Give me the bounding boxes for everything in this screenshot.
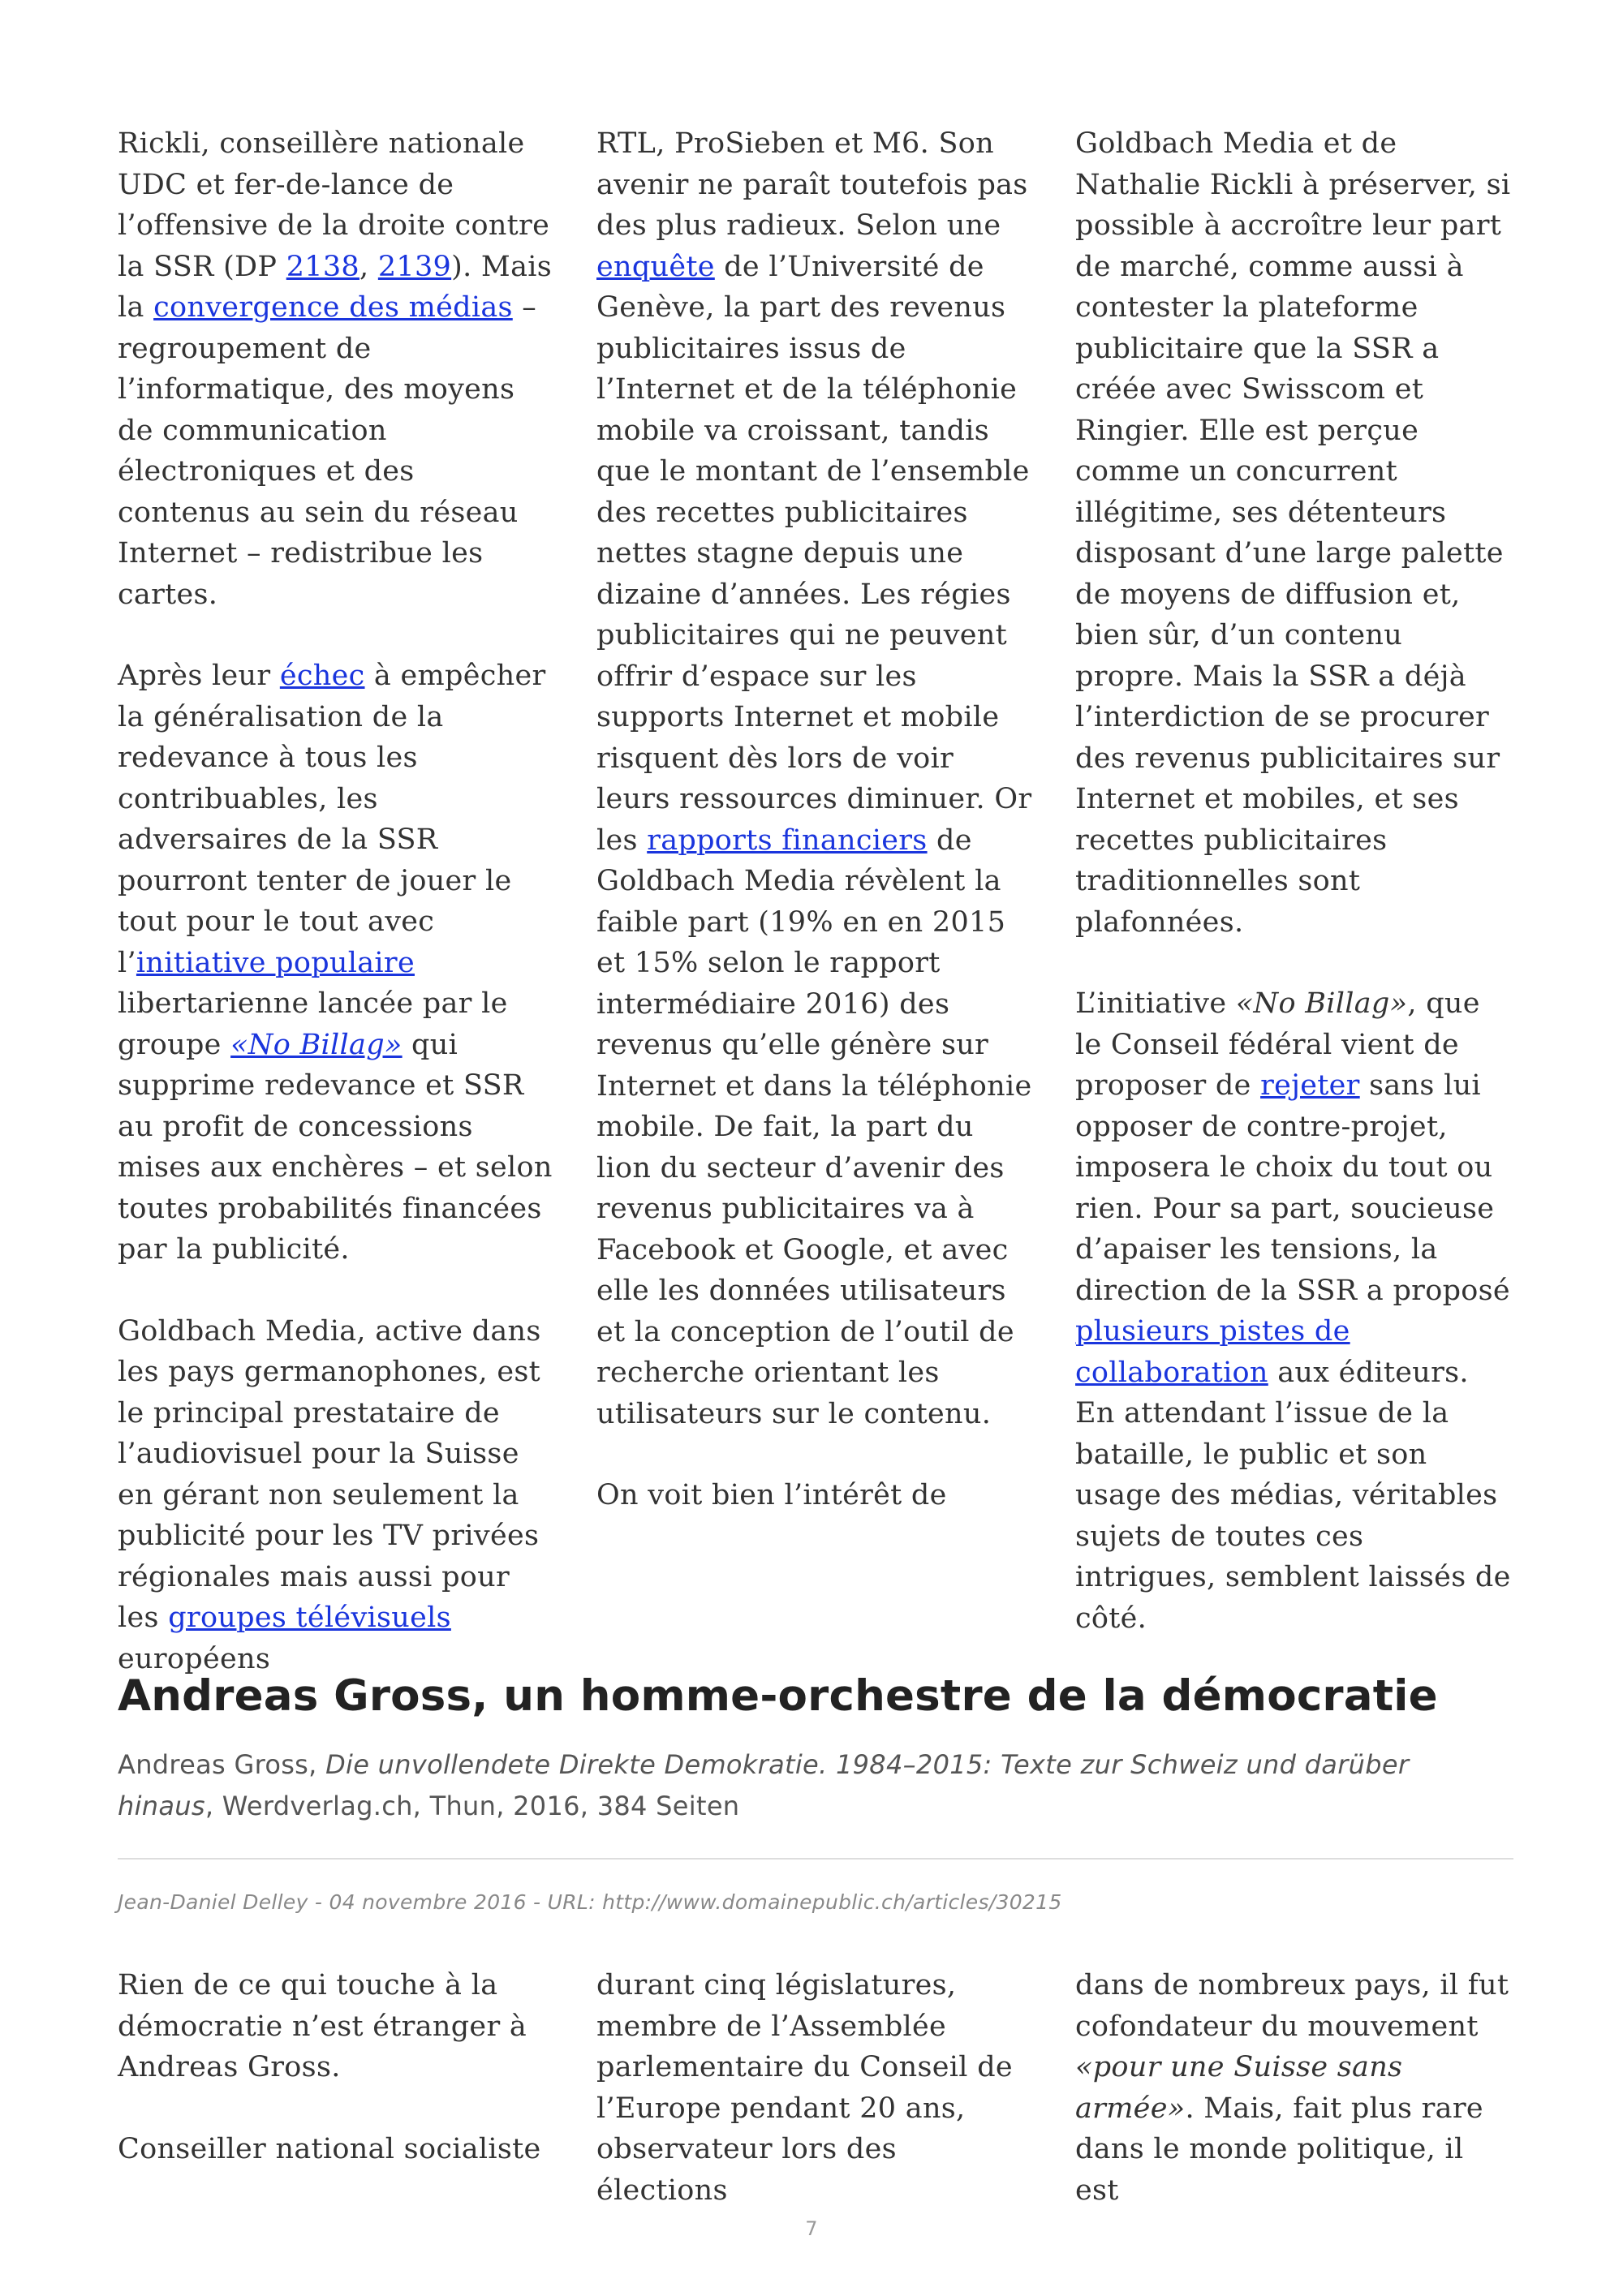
paragraph: dans de nombreux pays, il fut cofondateur du mouvement «pour une Suisse sans armée». Mais, fait plus rare dans le monde politique, il est [1075, 1969, 1509, 2207]
article-body-columns [118, 1965, 1513, 2211]
link-dp-2139[interactable]: 2139 [377, 250, 452, 283]
link-enquete[interactable]: enquête [596, 250, 715, 283]
link-convergence-des-medias[interactable]: convergence des médias [153, 291, 513, 324]
paragraph: Après leur échec à empêcher la généralisation de la redevance à tous les contribuables, les adversaires de la SSR pourront tenter de jouer le tout pour le tout avec l’initiative populaire libertarienne lancée par le groupe «No Billag» qui supprime redevance et SSR au profit de concessions mises aux enchères – et selon toutes probabilités financées par la publicité. [118, 660, 553, 1266]
paragraph: On voit bien l’intérêt de [596, 1479, 947, 1511]
column-1 [118, 1965, 556, 2211]
column-1 [118, 123, 556, 1679]
link-rapports-financiers[interactable]: rapports financiers [647, 823, 928, 857]
column-3 [1075, 123, 1513, 1679]
page-number: 7 [805, 2217, 818, 2240]
paragraph: Rien de ce qui touche à la démocratie n’est étranger à Andreas Gross. [118, 1969, 527, 2083]
link-echec[interactable]: échec [279, 660, 365, 692]
article-meta: Jean-Daniel Delley - 04 novembre 2016 - URL: http://www.domainepublic.ch/articles/30215 [118, 1890, 1062, 1914]
paragraph: durant cinq législatures, membre de l’Assemblée parlementaire du Conseil de l’Europe pendant 20 ans, observateur lors des élections [596, 1969, 1013, 2207]
link-groupes-televisuels[interactable]: groupes télévisuels [168, 1602, 451, 1634]
paragraph: Rickli, conseillère nationale UDC et fer-de-lance de l’offensive de la droite contre la SSR (DP 2138, 2139). Mais la convergence des médias – regroupement de l’informatique, des moyens de communication électroniques et des contenus au sein du réseau Internet – redistribue les cartes. [118, 127, 552, 611]
article-body-columns [118, 123, 1513, 1679]
paragraph: L’initiative «No Billag», que le Conseil fédéral vient de proposer de rejeter sans lui opposer de contre-projet, imposera le choix du tout ou rien. Pour sa part, soucieuse d’apaiser les tensions, la direction de la SSR a proposé plusieurs pistes de collaboration aux éditeurs. En attendant l’issue de la bataille, le public et son usage des médias, véritables sujets de toutes ces intrigues, semblent laissés de côté. [1075, 987, 1511, 1635]
link-initiative-populaire[interactable]: initiative populaire [136, 946, 415, 979]
link-rejeter[interactable]: rejeter [1260, 1069, 1360, 1102]
paragraph: Goldbach Media et de Nathalie Rickli à préserver, si possible à accroître leur part de marché, comme aussi à contester la plateforme publicitaire que la SSR a créée avec Swisscom et Ringier. Elle est perçue comme un concurrent illégitime, ses détenteurs disposant d’une large palette de moyens de diffusion et, bien sûr, d’un contenu propre. Mais la SSR a déjà l’interdiction de se procurer des revenus publicitaires sur Internet et mobiles, et ses recettes publicitaires traditionnelles sont plafonnées. [1075, 127, 1511, 939]
paragraph: Conseiller national socialiste [118, 2132, 541, 2165]
column-2 [596, 123, 1035, 1679]
column-2 [596, 1965, 1035, 2211]
divider [118, 1858, 1513, 1860]
article-subtitle: Andreas Gross, Die unvollendete Direkte Demokratie. 1984–2015: Texte zur Schweiz und darüber hinaus, Werdverlag.ch, Thun, 2016, 384 Seiten [118, 1749, 1410, 1821]
column-3 [1075, 1965, 1513, 2211]
link-no-billag[interactable]: «No Billag» [230, 1028, 403, 1061]
article-title: Andreas Gross, un homme-orchestre de la démocratie [118, 1671, 1438, 1721]
link-plusieurs-pistes-de-collaboration[interactable]: plusieurs pistes de collaboration [1075, 1315, 1350, 1389]
link-dp-2138[interactable]: 2138 [286, 250, 359, 283]
paragraph: RTL, ProSieben et M6. Son avenir ne paraît toutefois pas des plus radieux. Selon une enquête de l’Université de Genève, la part des revenus publicitaires issus de l’Internet et de la téléphonie mobile va croissant, tandis que le montant de l’ensemble des recettes publicitaires nettes stagne depuis une dizaine d’années. Les régies publicitaires qui ne peuvent offrir d’espace sur les supports Internet et mobile risquent dès lors de voir leurs ressources diminuer. Or les rapports financiers de Goldbach Media révèlent la faible part (19% en en 2015 et 15% selon le rapport intermédiaire 2016) des revenus qu’elle génère sur Internet et dans la téléphonie mobile. De fait, la part du lion du secteur d’avenir des revenus publicitaires va à Facebook et Google, et avec elle les données utilisateurs et la conception de l’outil de recherche orientant les utilisateurs sur le contenu. [596, 127, 1032, 1430]
paragraph: Goldbach Media, active dans les pays germanophones, est le principal prestataire de l’audiovisuel pour la Suisse en gérant non seulement la publicité pour les TV privées régionales mais aussi pour les groupes télévisuels européens [118, 1314, 541, 1675]
